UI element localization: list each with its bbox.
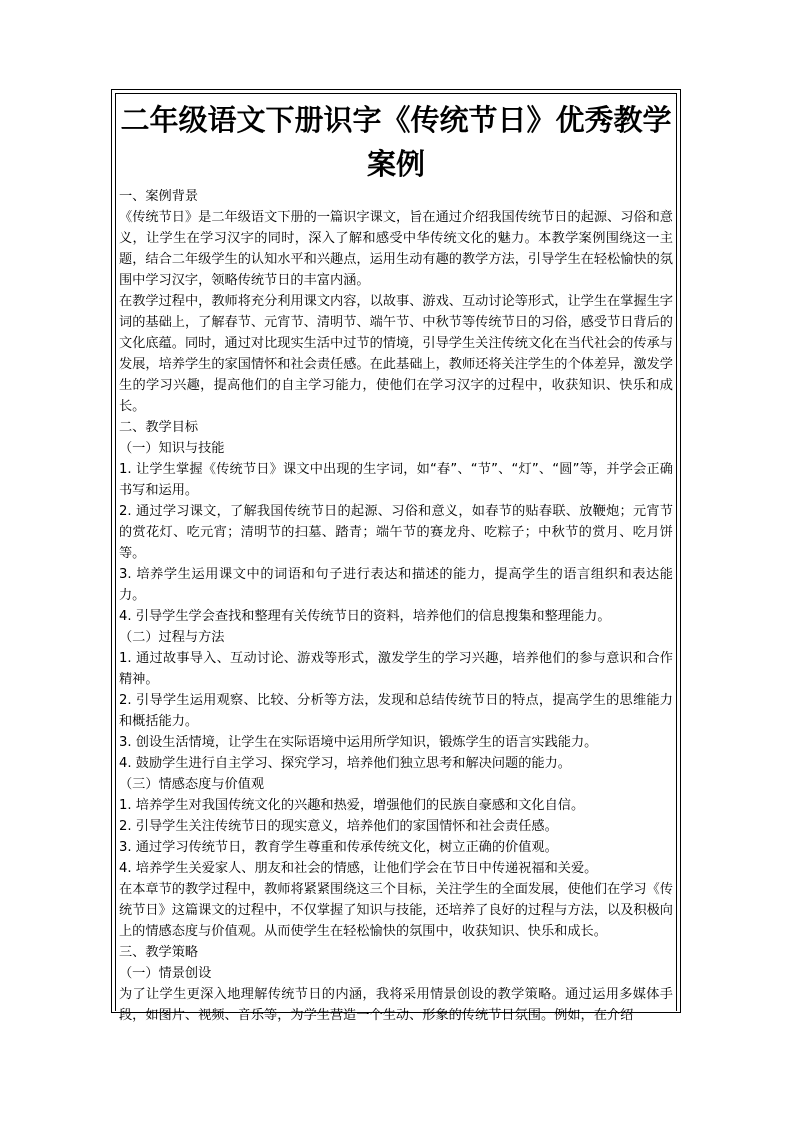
list-item: 3. 创设生活情境，让学生在实际语境中运用所学知识，锻炼学生的语言实践能力。 xyxy=(119,735,598,750)
list-item: 3. 培养学生运用课文中的词语和句子进行表达和描述的能力，提高学生的语言组织和表达能力。 xyxy=(119,567,673,603)
section-heading-goals: 二、教学目标 xyxy=(119,420,199,435)
list-item: 4. 引导学生学会查找和整理有关传统节日的资料，培养他们的信息搜集和整理能力。 xyxy=(119,609,611,624)
list-item: 2. 通过学习课文，了解我国传统节日的起源、习俗和意义，如春节的贴春联、放鞭炮；元宵节的赏花灯、吃元宵；清明节的扫墓、踏青；端午节的赛龙舟、吃粽子；中秋节的赏月、吃月饼等。 xyxy=(119,504,673,561)
subheading-scenario: （一）情景创设 xyxy=(119,966,212,981)
section-heading-strategy: 三、教学策略 xyxy=(119,945,199,960)
list-item: 1. 通过故事导入、互动讨论、游戏等形式，激发学生的学习兴趣，培养他们的参与意识和合作精神。 xyxy=(119,651,673,687)
subheading-process: （二）过程与方法 xyxy=(119,630,225,645)
document-title: 二年级语文下册识字《传统节日》优秀教学案例 xyxy=(120,103,672,181)
list-item: 4. 培养学生关爱家人、朋友和社会的情感，让他们学会在节日中传递祝福和关爱。 xyxy=(119,861,598,876)
subheading-knowledge: （一）知识与技能 xyxy=(119,441,225,456)
section-heading-background: 一、案例背景 xyxy=(119,189,199,204)
list-item: 2. 引导学生运用观察、比较、分析等方法，发现和总结传统节日的特点，提高学生的思维能力和概括能力。 xyxy=(119,693,673,729)
list-item: 2. 引导学生关注传统节日的现实意义，培养他们的家国情怀和社会责任感。 xyxy=(119,819,558,834)
paragraph: 在教学过程中，教师将充分利用课文内容，以故事、游戏、互动讨论等形式，让学生在掌握生字词的基础上，了解春节、元宵节、清明节、端午节、中秋节等传统节日的习俗，感受节日背后的文化底蕴。同时，通过对比现实生活中过节的情境，引导学生关注传统文化在当代社会的传承与发展，培养学生的家国情怀和社会责任感。在此基础上，教师还将关注学生的个体差异，激发学生的学习兴趣，提高他们的自主学习能力，使他们在学习汉字的过程中，收获知识、快乐和成长。 xyxy=(119,294,673,414)
paragraph: 《传统节日》是二年级语文下册的一篇识字课文，旨在通过介绍我国传统节日的起源、习俗和意义，让学生在学习汉字的同时，深入了解和感受中华传统文化的魅力。本教学案例围绕这一主题，结合二年级学生的认知水平和兴趣点，运用生动有趣的教学方法，引导学生在轻松愉快的氛围中学习汉字，领略传统节日的丰富内涵。 xyxy=(119,210,673,288)
paragraph: 在本章节的教学过程中，教师将紧紧围绕这三个目标，关注学生的全面发展，使他们在学习《传统节日》这篇课文的过程中，不仅掌握了知识与技能，还培养了良好的过程与方法，以及积极向上的情感态度与价值观。从而使学生在轻松愉快的氛围中，收获知识、快乐和成长。 xyxy=(119,882,673,939)
list-item: 1. 培养学生对我国传统文化的兴趣和热爱，增强他们的民族自豪感和文化自信。 xyxy=(119,798,585,813)
list-item: 3. 通过学习传统节日，教育学生尊重和传承传统文化，树立正确的价值观。 xyxy=(119,840,558,855)
paragraph: 为了让学生更深入地理解传统节日的内涵，我将采用情景创设的教学策略。通过运用多媒体手段，如图片、视频、音乐等，为学生营造一个生动、形象的传统节日氛围。例如，在介绍 xyxy=(119,987,673,1023)
subheading-values: （三）情感态度与价值观 xyxy=(119,777,265,792)
list-item: 4. 鼓励学生进行自主学习、探究学习，培养他们独立思考和解决问题的能力。 xyxy=(119,756,571,771)
document-body xyxy=(115,93,677,1023)
list-item: 1. 让学生掌握《传统节日》课文中出现的生字词，如“春”、“节”、“灯”、“圆”等，并学会正确书写和运用。 xyxy=(119,462,673,498)
